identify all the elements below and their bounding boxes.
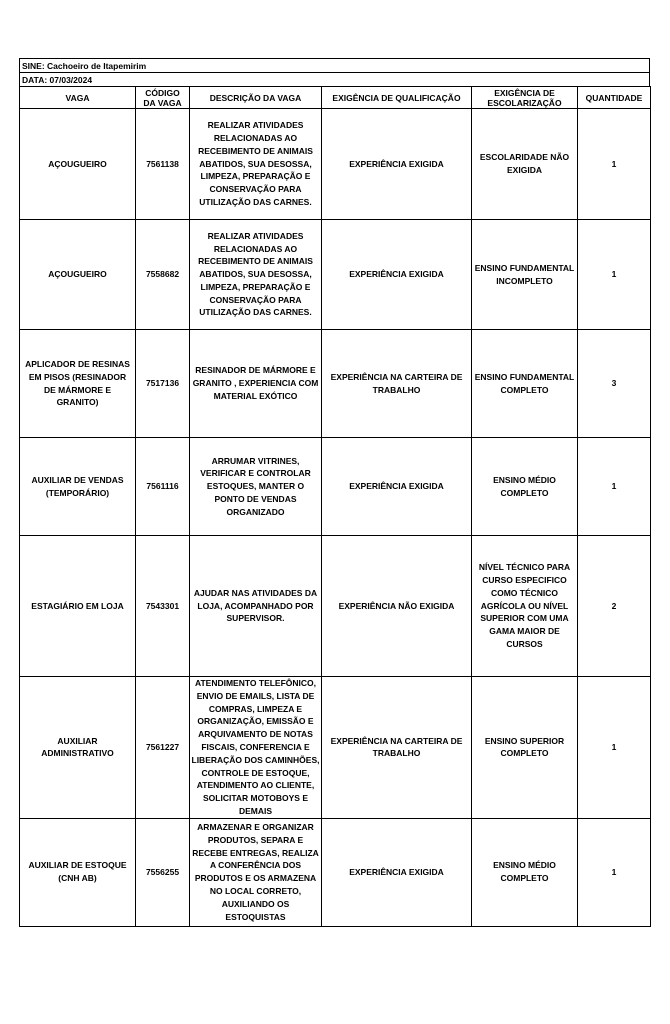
cell-escolarizacao: ESCOLARIDADE NÃO EXIGIDA <box>472 109 578 220</box>
cell-vaga: AUXILIAR DE VENDAS (TEMPORÁRIO) <box>20 438 136 536</box>
cell-vaga: AÇOUGUEIRO <box>20 109 136 220</box>
header-vaga: VAGA <box>20 87 136 109</box>
cell-escolarizacao: NÍVEL TÉCNICO PARA CURSO ESPECIFICO COMO TÉCNICO AGRÍCOLA OU NÍVEL SUPERIOR COM UMA GAMA MAIOR DE CURSOS <box>472 536 578 677</box>
table-row <box>20 330 651 438</box>
cell-escolarizacao: ENSINO MÉDIO COMPLETO <box>472 438 578 536</box>
cell-quantidade: 1 <box>578 438 651 536</box>
cell-quantidade: 1 <box>578 109 651 220</box>
header-escolarizacao: EXIGÊNCIA DE ESCOLARIZAÇÃO <box>472 87 578 109</box>
cell-codigo: 7561116 <box>136 438 190 536</box>
table-row <box>20 677 651 819</box>
cell-codigo: 7517136 <box>136 330 190 438</box>
header-qualificacao: EXIGÊNCIA DE QUALIFICAÇÃO <box>322 87 472 109</box>
cell-quantidade: 1 <box>578 677 651 819</box>
cell-qualificacao: EXPERIÊNCIA EXIGIDA <box>322 220 472 330</box>
sheet-date: DATA: 07/03/2024 <box>19 72 650 86</box>
cell-escolarizacao: ENSINO FUNDAMENTAL INCOMPLETO <box>472 220 578 330</box>
cell-vaga: ESTAGIÁRIO EM LOJA <box>20 536 136 677</box>
cell-descricao: AJUDAR NAS ATIVIDADES DA LOJA, ACOMPANHADO POR SUPERVISOR. <box>190 536 322 677</box>
cell-vaga: AUXILIAR DE ESTOQUE (CNH AB) <box>20 818 136 926</box>
cell-qualificacao: EXPERIÊNCIA NA CARTEIRA DE TRABALHO <box>322 677 472 819</box>
table-row <box>20 818 651 926</box>
table-row <box>20 220 651 330</box>
table-row <box>20 536 651 677</box>
cell-escolarizacao: ENSINO MÉDIO COMPLETO <box>472 818 578 926</box>
cell-quantidade: 3 <box>578 330 651 438</box>
cell-qualificacao: EXPERIÊNCIA NA CARTEIRA DE TRABALHO <box>322 330 472 438</box>
cell-escolarizacao: ENSINO FUNDAMENTAL COMPLETO <box>472 330 578 438</box>
cell-codigo: 7561138 <box>136 109 190 220</box>
header-quantidade: QUANTIDADE <box>578 87 651 109</box>
table-row <box>20 109 651 220</box>
cell-codigo: 7543301 <box>136 536 190 677</box>
cell-qualificacao: EXPERIÊNCIA NÃO EXIGIDA <box>322 536 472 677</box>
cell-qualificacao: EXPERIÊNCIA EXIGIDA <box>322 109 472 220</box>
cell-descricao: ARRUMAR VITRINES, VERIFICAR E CONTROLAR ESTOQUES, MANTER O PONTO DE VENDAS ORGANIZADO <box>190 438 322 536</box>
header-descricao: DESCRIÇÃO DA VAGA <box>190 87 322 109</box>
cell-qualificacao: EXPERIÊNCIA EXIGIDA <box>322 818 472 926</box>
table-row <box>20 438 651 536</box>
cell-codigo: 7558682 <box>136 220 190 330</box>
cell-vaga: AÇOUGUEIRO <box>20 220 136 330</box>
cell-descricao: REALIZAR ATIVIDADES RELACIONADAS AO RECEBIMENTO DE ANIMAIS ABATIDOS, SUA DESOSSA, LIMPEZA, PREPARAÇÃO E CONSERVAÇÃO PARA UTILIZAÇÃO DAS CARNES. <box>190 109 322 220</box>
cell-codigo: 7561227 <box>136 677 190 819</box>
cell-vaga: APLICADOR DE RESINAS EM PISOS (RESINADOR DE MÁRMORE E GRANITO) <box>20 330 136 438</box>
cell-descricao: REALIZAR ATIVIDADES RELACIONADAS AO RECEBIMENTO DE ANIMAIS ABATIDOS, SUA DESOSSA, LIMPEZA, PREPARAÇÃO E CONSERVAÇÃO PARA UTILIZAÇÃO DAS CARNES. <box>190 220 322 330</box>
cell-quantidade: 2 <box>578 536 651 677</box>
sine-location: SINE: Cachoeiro de Itapemirim <box>19 58 650 72</box>
header-codigo: CÓDIGO DA VAGA <box>136 87 190 109</box>
vacancy-table <box>19 86 651 927</box>
cell-descricao: ATENDIMENTO TELEFÔNICO, ENVIO DE EMAILS, LISTA DE COMPRAS, LIMPEZA E ORGANIZAÇÃO, EMISSÃO E ARQUIVAMENTO DE NOTAS FISCAIS, CONFERENCIA E LIBERAÇÃO DOS CAMINHÕES, CONTROLE DE ESTOQUE, ATENDIMENTO AO CLIENTE, SOLICITAR MOTOBOYS E DEMAIS <box>190 677 322 819</box>
cell-descricao: ARMAZENAR E ORGANIZAR PRODUTOS, SEPARA E RECEBE ENTREGAS, REALIZA A CONFERÊNCIA DOS PRODUTOS E OS ARMAZENA NO LOCAL CORRETO, AUXILIANDO OS ESTOQUISTAS <box>190 818 322 926</box>
cell-vaga: AUXILIAR ADMINISTRATIVO <box>20 677 136 819</box>
cell-quantidade: 1 <box>578 220 651 330</box>
cell-qualificacao: EXPERIÊNCIA EXIGIDA <box>322 438 472 536</box>
cell-descricao: RESINADOR DE MÁRMORE E GRANITO , EXPERIENCIA COM MATERIAL EXÓTICO <box>190 330 322 438</box>
cell-escolarizacao: ENSINO SUPERIOR COMPLETO <box>472 677 578 819</box>
cell-codigo: 7556255 <box>136 818 190 926</box>
cell-quantidade: 1 <box>578 818 651 926</box>
job-vacancy-sheet <box>19 58 650 927</box>
table-header-row <box>20 87 651 109</box>
